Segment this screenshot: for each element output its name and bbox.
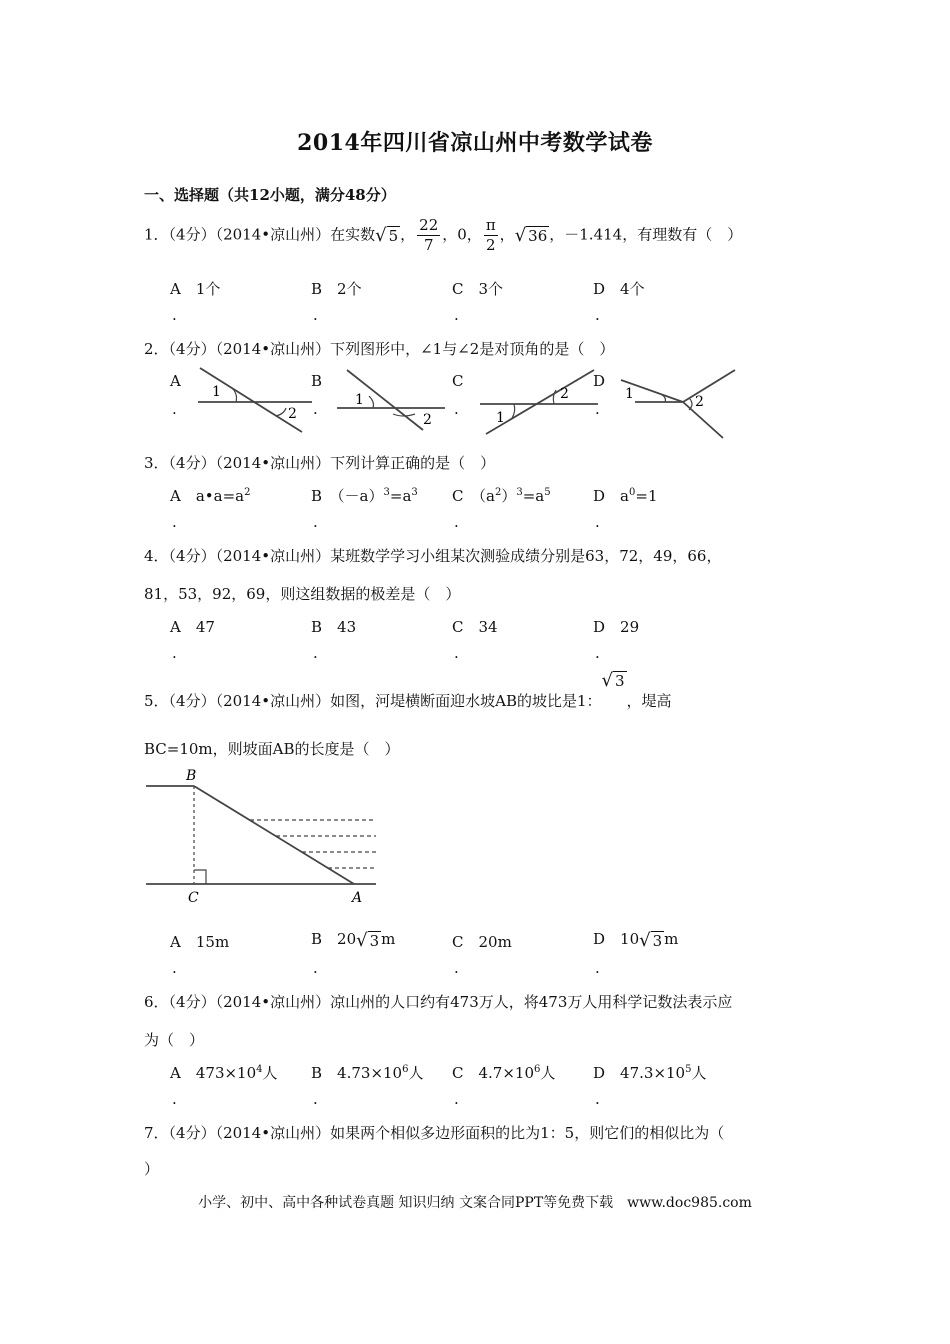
- question-number: 1．: [144, 225, 169, 244]
- question-5-line2: BC=10m，则坡面AB的长度是（ ）: [144, 740, 400, 758]
- question-7: 7．（4分）（2014•凉山州）如果两个相似多边形面积的比为1：5，则它们的相似比为（: [144, 1124, 725, 1142]
- option-d-label: D: [593, 372, 606, 390]
- question-6: 6．（4分）（2014•凉山州）凉山州的人口约有473万人，将473万人用科学记数法表示应: [144, 993, 733, 1011]
- figure-embankment: [140, 764, 380, 906]
- option-d: D $a^0=1$: [593, 487, 658, 505]
- option-b: B 20√ 3 m: [311, 929, 396, 951]
- question-1: 1．（4分）（2014•凉山州）在实数√ 5 ， $\frac{22}{7}$ ，0， $\frac{\pi}{2}$ ，√ 36 ，－1.414，有理数有（ ）: [144, 216, 743, 254]
- option-d: D 10√ 3 m: [593, 929, 679, 951]
- page-footer: 小学、初中、高中各种试卷真题 知识归纳 文案合同PPT等免费下载 www.doc985.com: [198, 1195, 752, 1211]
- svg-text:2: 2: [288, 406, 297, 422]
- sqrt-36: √ 36: [514, 225, 548, 246]
- option-d: D 4个: [593, 280, 645, 298]
- question-2: 2．（4分）（2014•凉山州）下列图形中，∠1与∠2是对顶角的是（ ）: [144, 340, 615, 358]
- option-c: C 34: [452, 618, 498, 636]
- figure-angles-d: [615, 364, 740, 440]
- option-d: D $47.3\times 10^5$人: [593, 1064, 707, 1082]
- svg-text:2: 2: [560, 386, 569, 402]
- figure-angles-a: [190, 364, 323, 434]
- svg-text:A: A: [352, 890, 363, 906]
- option-b: B $4.73\times 10^6$人: [311, 1064, 424, 1082]
- question-5: 5．（4分）（2014•凉山州）如图，河堤横断面迎水坡AB的坡比是1：√ 3，堤高: [144, 669, 672, 710]
- figure-angles-b: [335, 364, 450, 434]
- question-6-line2: 为（ ）: [144, 1031, 205, 1049]
- option-b: B 2个: [311, 280, 362, 298]
- svg-text:C: C: [188, 890, 199, 906]
- option-a: A $473\times 10^4$人: [170, 1064, 278, 1082]
- question-4: 4．（4分）（2014•凉山州）某班数学学习小组某次测验成绩分别是63，72，49，66，: [144, 547, 722, 565]
- question-3: 3．（4分）（2014•凉山州）下列计算正确的是（ ）: [144, 454, 496, 472]
- svg-text:1: 1: [212, 384, 221, 400]
- option-a: A 47: [170, 618, 215, 636]
- svg-text:1: 1: [496, 410, 505, 426]
- option-a: A $a•a=a^2$: [170, 487, 251, 505]
- sqrt-5: √ 5: [375, 225, 399, 246]
- option-c: C 20m: [452, 933, 512, 951]
- option-a: A 1个: [170, 280, 221, 298]
- question-4-line2: 81，53，92，69，则这组数据的极差是（ ）: [144, 585, 461, 603]
- option-a-label: A: [170, 372, 181, 390]
- option-a: A 15m: [170, 933, 230, 951]
- svg-text:B: B: [186, 768, 197, 784]
- svg-text:1: 1: [625, 386, 634, 402]
- option-c-label: C: [452, 372, 464, 390]
- option-b-label: B: [311, 372, 323, 390]
- svg-text:2: 2: [695, 394, 704, 410]
- svg-text:2: 2: [423, 412, 432, 428]
- sqrt-3: √ 3: [601, 669, 625, 691]
- page-title: 2014年四川省凉山州中考数学试卷: [297, 130, 653, 156]
- option-c: C $(a^2)^3=a^5$: [452, 487, 551, 505]
- option-b: B $(-a)^3=a^3$: [311, 487, 418, 505]
- option-b: B 43: [311, 618, 357, 636]
- fraction-pi-2: $\frac{\pi}{2}$: [485, 216, 496, 254]
- option-d: D 29: [593, 618, 640, 636]
- section-heading: 一、选择题（共12小题，满分48分）: [144, 186, 396, 204]
- option-c: C 3个: [452, 280, 504, 298]
- svg-text:1: 1: [355, 392, 364, 408]
- fraction-22-7: $\frac{22}{7}$: [419, 216, 439, 254]
- option-c: C $4.7\times 10^6$人: [452, 1064, 556, 1082]
- question-7-line2: ）: [144, 1160, 160, 1178]
- figure-angles-c: [476, 364, 601, 436]
